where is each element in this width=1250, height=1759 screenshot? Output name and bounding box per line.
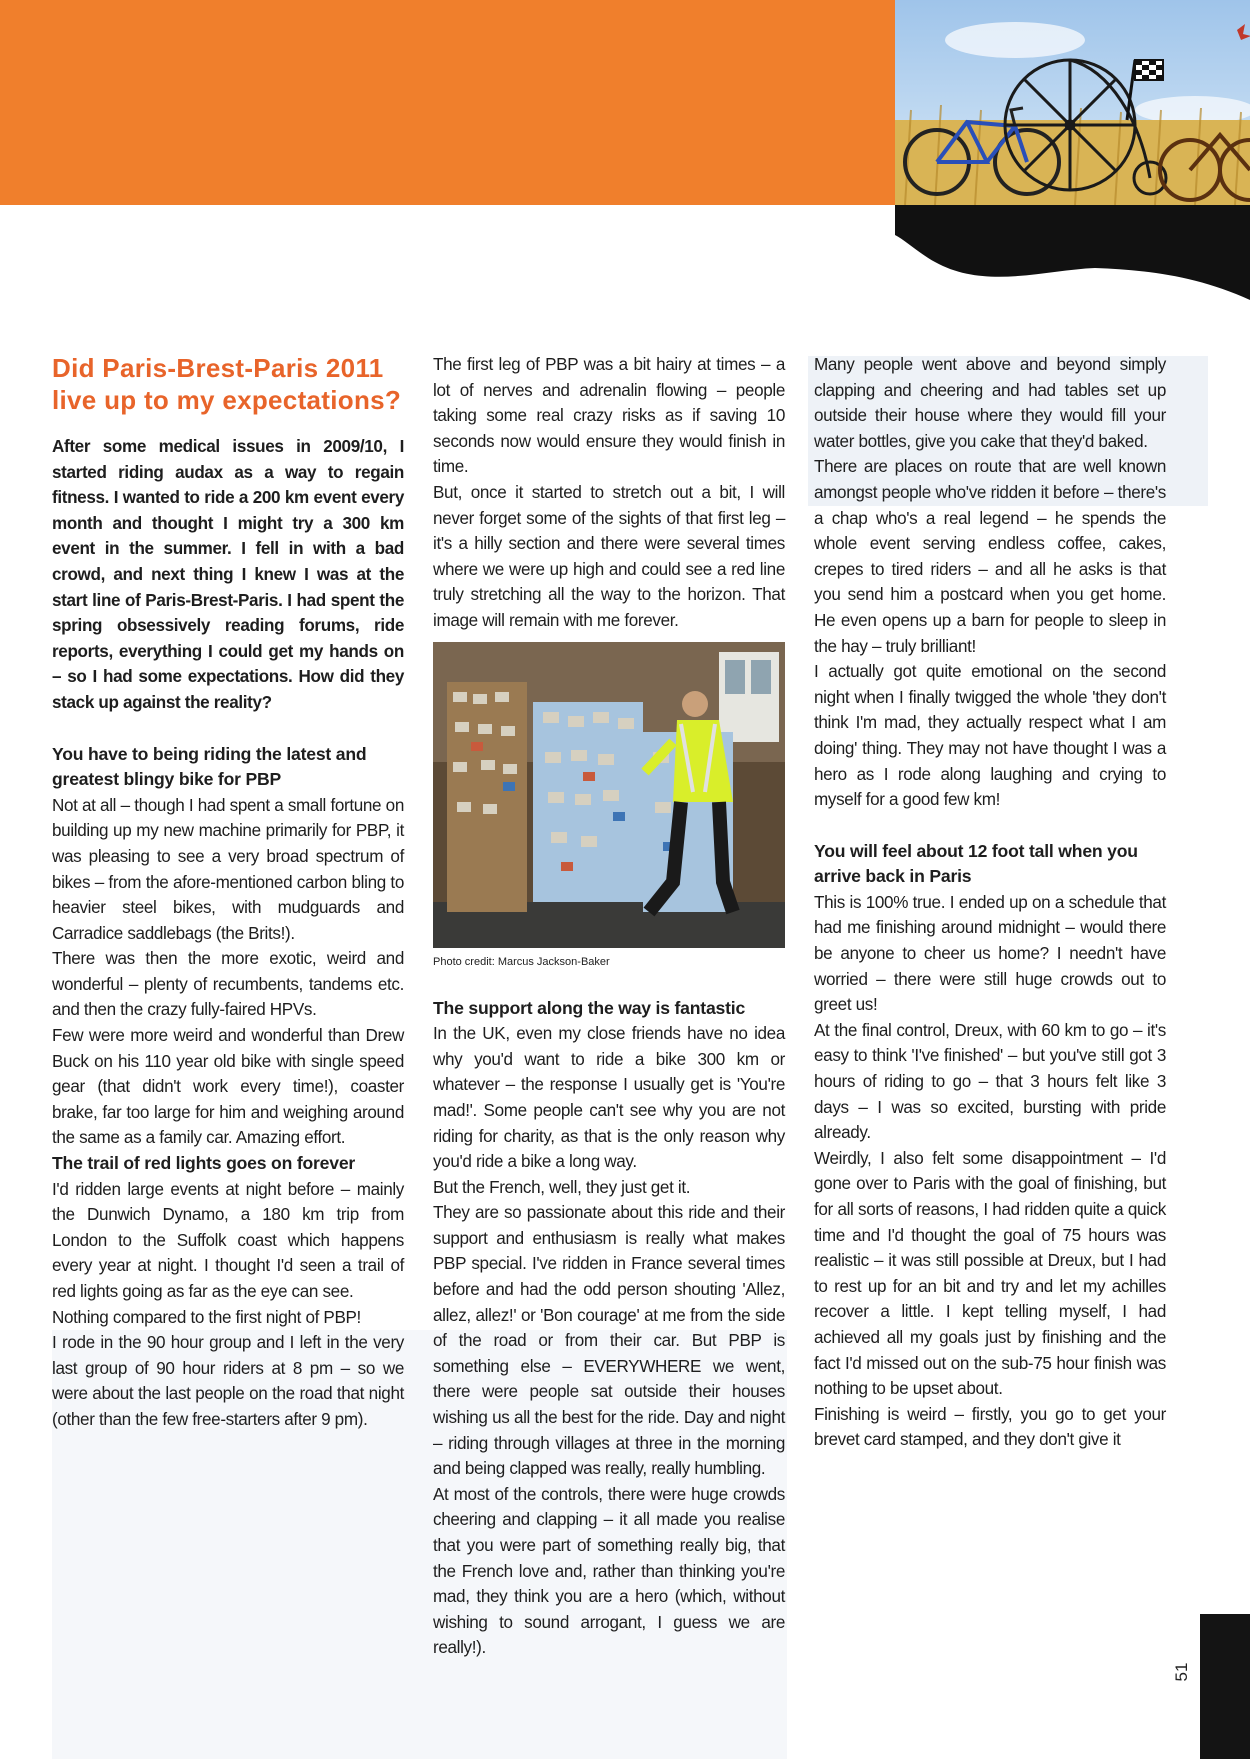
page-number: 51: [1172, 1662, 1191, 1682]
paragraph: I'd ridden large events at night before – mainly the Dunwich Dynamo, a 180 km trip from London to the Suffolk coast which happens every year at night. I thought I'd seen a trail of red lights going as far as the eye can see.: [52, 1179, 404, 1301]
article-title: Did Paris-Brest-Paris 2011 live up to my expectations?: [52, 353, 402, 415]
header-bicycles-illustration: [895, 0, 1250, 300]
paragraph: Finishing is weird – firstly, you go to get your brevet card stamped, and they don't give it: [814, 1404, 1166, 1450]
paragraph: Weirdly, I also felt some disappointment – I'd gone over to Paris with the goal of finishing, but for all sorts of reasons, I had ridden quite a quick time and I'd thought the goal of 75 hours was realistic – it was still possible at Dreux, but I had to rest up for an bit and try and let my achilles recover a little. I kept telling myself, I had achieved all my goals just by finishing and the fact I'd missed out on the sub-75 hour finish was nothing to be upset about.: [814, 1148, 1166, 1399]
section-heading-paris: You will feel about 12 foot tall when you arrive back in Paris: [814, 840, 1138, 887]
intro-paragraph: After some medical issues in 2009/10, I started riding audax as a way to regain fitness. I wanted to ride a 200 km event every month and thought I might try a 300 km event in the summer. I fell in with a bad crowd, and next thing I knew I was at the start line of Paris-Brest-Paris. I had spent the spring obsessively reading forums, ride reports, everything I could get my hands on – so I had some expectations. How did they stack up against the reality?: [52, 437, 404, 712]
paragraph: They are so passionate about this ride and their support and enthusiasm is really what makes PBP special. I've ridden in France several times before and had the odd person shouting 'Allez, allez, allez!' or 'Bon courage' at me from the side of the road or from their car. But PBP is something else – EVERYWHERE we went, there were people sat outside their houses wishing us all the best for the ride. Day and night – riding through villages at three in the morning and being clapped was really, really humbling.: [433, 1203, 785, 1479]
paragraph: This is 100% true. I ended up on a schedule that had me finishing around midnight – would there be anyone to cheer us home? I needn't have worried – there were still huge crowds out to greet us!: [814, 892, 1166, 1015]
paragraph: Not at all – though I had spent a small fortune on building up my new machine primarily for PBP, it was pleasing to see a very broad spectrum of bikes – from the afore-mentioned carbon bling to heavier steel bikes, with mudguards and Carradice saddlebags (the Brits!).: [52, 795, 404, 943]
header-orange-band: [0, 0, 895, 205]
column-3: [814, 352, 1166, 1453]
paragraph: There was then the more exotic, weird and wonderful – plenty of recumbents, tandems etc. and then the crazy fully-faired HPVs.: [52, 949, 404, 1020]
photo-postcard-wall: [433, 642, 785, 948]
paragraph: But the French, well, they just get it.: [433, 1177, 691, 1197]
paragraph: At the final control, Dreux, with 60 km to go – it's easy to think 'I've finished' – but you've still got 3 hours of riding to go – that 3 hours felt like 3 days – I was so excited, bursting with pride already.: [814, 1020, 1166, 1143]
section-heading-bikes: You have to being riding the latest and greatest blingy bike for PBP: [52, 743, 367, 790]
paragraph: Many people went above and beyond simply clapping and cheering and had tables set up outside their house where they would fill your water bottles, give you cake that they'd baked.: [814, 355, 1166, 451]
paragraph: In the UK, even my close friends have no idea why you'd want to ride a bike 300 km or whatever – the response I usually get is 'You're mad!'. Some people can't see why you are not riding for charity, as that is the only reason why you'd ride a bike a long way.: [433, 1024, 785, 1172]
paragraph: Nothing compared to the first night of PBP!: [52, 1307, 361, 1327]
paragraph: Few were more weird and wonderful than Drew Buck on his 110 year old bike with single speed gear (that didn't work every time!), coaster brake, far too large for him and weighing around the same as a family car. Amazing effort.: [52, 1026, 404, 1148]
section-heading-red-lights: The trail of red lights goes on forever: [52, 1153, 356, 1174]
photo-credit: Photo credit: Marcus Jackson-Baker: [433, 955, 610, 968]
page-edge-tab: [1200, 1614, 1250, 1759]
paragraph: At most of the controls, there were huge crowds cheering and clapping – it all made you realise that you were part of something really big, that the French love and, rather than thinking you're mad, they think you are a hero (which, without wishing to sound arrogant, I guess we are really!).: [433, 1484, 785, 1658]
paragraph: The first leg of PBP was a bit hairy at times – a lot of nerves and adrenalin flowing – people taking some real crazy risks as if saving 10 seconds now would ensure they would finish in time.: [433, 355, 785, 477]
paragraph: But, once it started to stretch out a bit, I will never forget some of the sights of that first leg – it's a hilly section and there were several times where we were up high and could see a red line truly stretching all the way to the horizon. That image will remain with me forever.: [433, 482, 785, 630]
paragraph: I rode in the 90 hour group and I left in the very last group of 90 hour riders at 8 pm – so we were about the last people on the road that night (other than the few free-starters after 9 pm).: [52, 1333, 404, 1429]
paragraph: I actually got quite emotional on the second night when I finally twigged the whole 'they don't think I'm mad, they actually respect what I am doing' thing. They may not have thought I was a hero as I rode along laughing and crying to myself for a good few km!: [814, 662, 1166, 810]
section-heading-support: The support along the way is fantastic: [433, 997, 746, 1018]
column-2: [433, 352, 785, 1661]
column-1: [52, 352, 404, 1433]
paragraph: There are places on route that are well known amongst people who've ridden it before – there's a chap who's a real legend – he spends the whole event serving endless coffee, cakes, crepes to tired riders – and all he asks is that you send him a postcard when you get home. He even opens up a barn for people to sleep in the hay – truly brilliant!: [814, 457, 1166, 656]
